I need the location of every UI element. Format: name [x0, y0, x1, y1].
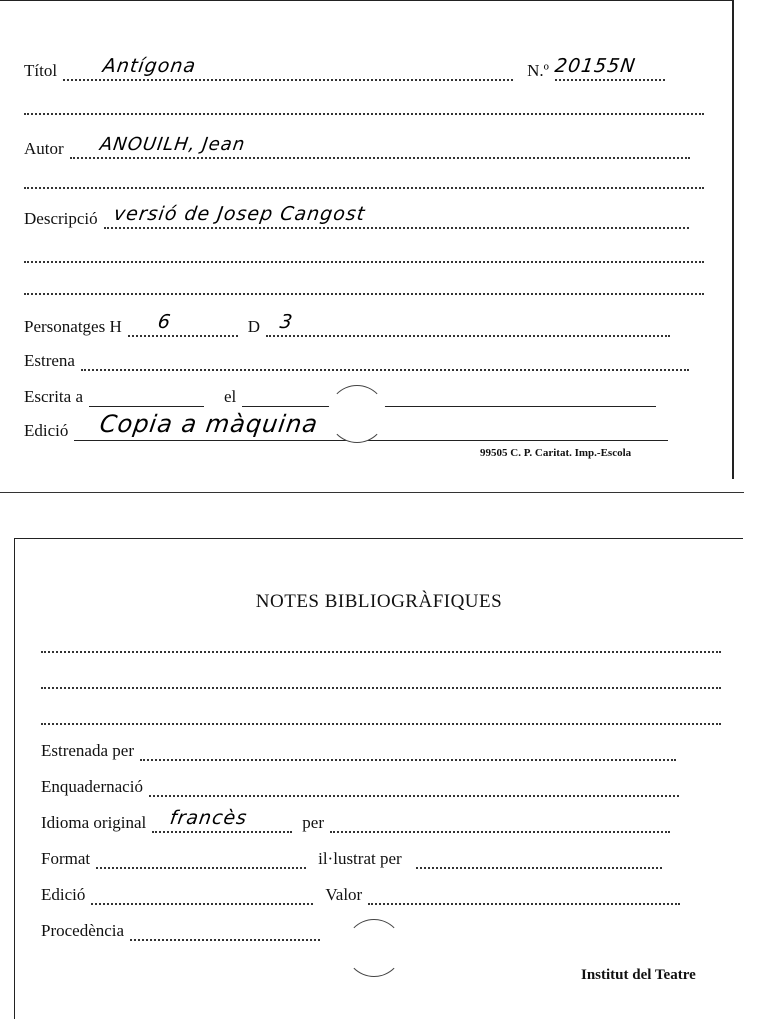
notes-line-2 — [41, 687, 721, 689]
escrita-field[interactable] — [89, 390, 204, 407]
el-label: el — [224, 387, 237, 406]
footer-institution: Institut del Teatre — [581, 967, 696, 983]
notes-line-3 — [41, 723, 721, 725]
titol-extra-line — [24, 113, 704, 115]
personatges-d-label: D — [247, 317, 261, 336]
escrita-label: Escrita a — [24, 387, 83, 406]
autor-field[interactable] — [70, 134, 690, 159]
descripcio-row — [24, 203, 689, 229]
valor-field[interactable] — [368, 885, 680, 905]
idioma-field[interactable] — [152, 807, 292, 833]
estrenada-row — [41, 741, 676, 761]
card-separator-line — [0, 492, 744, 493]
idioma-label: Idioma original — [41, 813, 147, 832]
format-label: Format — [41, 849, 91, 868]
enquadernacio-field[interactable] — [149, 777, 679, 797]
personatges-label: Personatges H — [24, 317, 122, 336]
valor-label: Valor — [325, 885, 363, 904]
edicio-valor-row — [41, 885, 680, 905]
autor-value: ANOUILH, Jean — [98, 134, 247, 155]
titol-value: Antígona — [101, 55, 198, 77]
titol-field[interactable] — [63, 55, 513, 81]
catalog-card-front — [0, 0, 734, 479]
descripcio-label: Descripció — [24, 209, 98, 228]
el-field[interactable] — [242, 390, 656, 407]
procedencia-row — [41, 921, 320, 941]
notes-line-1 — [41, 651, 721, 653]
descripcio-extra-line-2 — [24, 293, 704, 295]
printer-note: 99505 C. P. Caritat. Imp.-Escola — [480, 447, 632, 459]
personatges-d-field[interactable] — [266, 311, 670, 337]
enquadernacio-row — [41, 777, 679, 797]
estrenada-label: Estrenada per — [41, 741, 134, 760]
procedencia-label: Procedència — [41, 921, 125, 940]
estrenada-field[interactable] — [140, 741, 676, 761]
back-edicio-label: Edició — [41, 885, 86, 904]
estrena-label: Estrena — [24, 351, 75, 370]
autor-extra-line — [24, 187, 704, 189]
enquadernacio-label: Enquadernació — [41, 777, 143, 796]
punch-hole-front — [328, 385, 386, 443]
autor-label: Autor — [24, 139, 64, 158]
back-edicio-field[interactable] — [91, 885, 313, 905]
notes-heading: NOTES BIBLIOGRÀFIQUES — [255, 591, 503, 612]
format-row — [41, 849, 662, 869]
idioma-per-label: per — [302, 813, 324, 832]
illustrat-field[interactable] — [416, 849, 662, 869]
personatges-row — [24, 311, 670, 337]
estrena-row — [24, 351, 689, 371]
illustrat-label: il·lustrat per — [318, 849, 402, 868]
edicio-value: Copia a màquina — [98, 410, 321, 438]
descripcio-value: versió de Josep Cangost — [112, 203, 367, 225]
autor-row — [24, 134, 690, 159]
num-value: 20155N — [553, 55, 638, 77]
num-label: N.º — [527, 61, 549, 80]
num-field[interactable] — [553, 55, 665, 81]
personatges-h-value: 6 — [156, 311, 173, 333]
idioma-per-field[interactable] — [330, 813, 670, 833]
estrena-field[interactable] — [81, 351, 689, 371]
personatges-h-field[interactable] — [128, 311, 238, 337]
titol-label: Títol — [24, 61, 58, 80]
idioma-row — [41, 807, 670, 833]
descripcio-field[interactable] — [104, 203, 689, 229]
descripcio-extra-line-1 — [24, 261, 704, 263]
titol-row — [24, 55, 665, 81]
format-field[interactable] — [96, 849, 306, 869]
punch-hole-back — [345, 919, 403, 977]
catalog-card-back — [14, 538, 743, 1019]
edicio-label: Edició — [24, 421, 69, 440]
procedencia-field[interactable] — [130, 921, 320, 941]
idioma-value: francès — [168, 807, 250, 829]
personatges-d-value: 3 — [278, 311, 295, 333]
